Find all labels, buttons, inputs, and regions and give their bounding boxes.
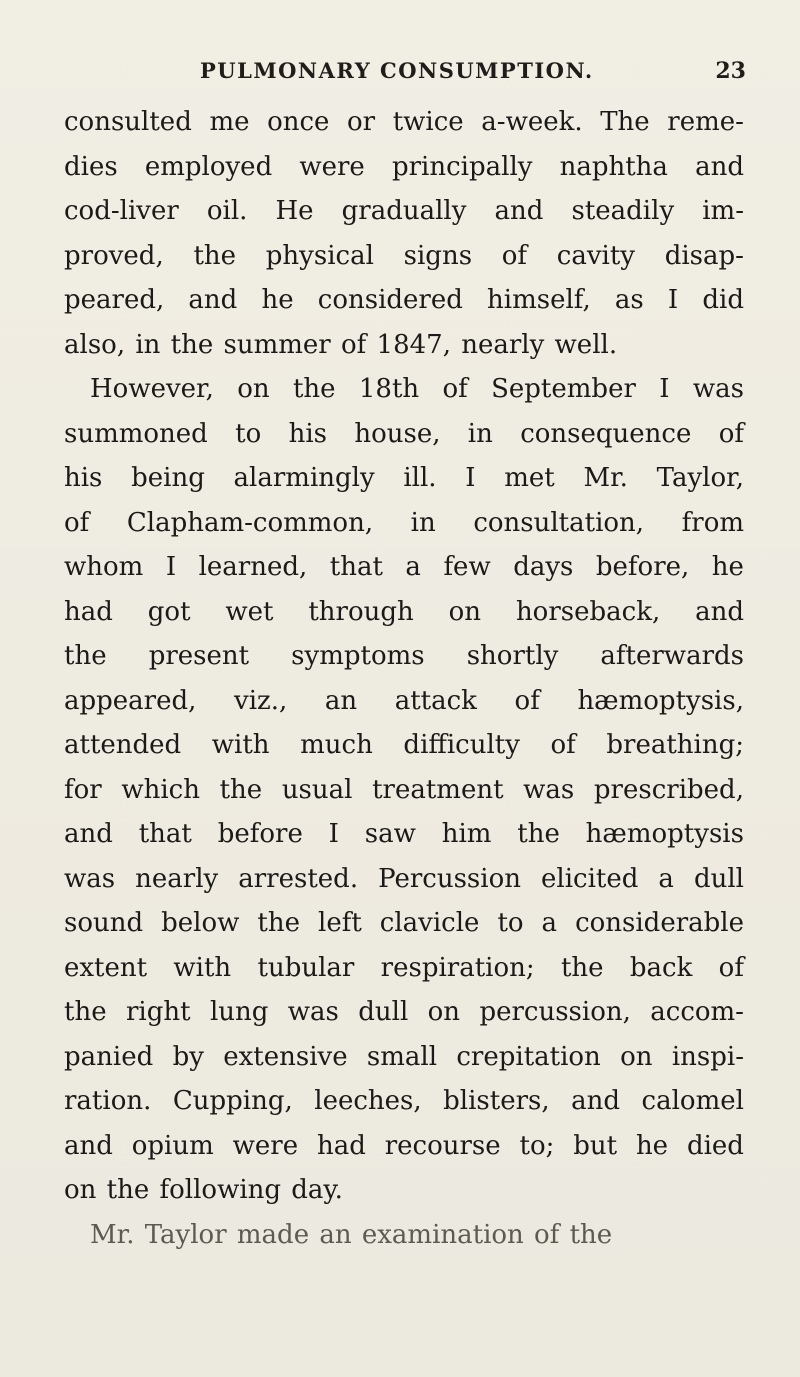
word: was [287, 997, 339, 1027]
page-number: 23 [715, 58, 746, 84]
text-line [64, 100, 744, 145]
text-line [64, 501, 744, 546]
word: Clapham-common, [126, 507, 374, 538]
word: blisters, [443, 1086, 550, 1116]
word: on [427, 997, 461, 1027]
page-header [200, 58, 746, 92]
word: principally [391, 151, 533, 182]
word: his [64, 463, 103, 493]
text-line [64, 946, 744, 991]
word: leeches, [314, 1086, 422, 1116]
word: were [232, 1130, 299, 1161]
word: twice [392, 107, 464, 137]
word: had [316, 1130, 366, 1161]
word: hæmoptysis, [577, 685, 744, 716]
word: and [695, 596, 744, 627]
word: he [635, 1130, 669, 1161]
word: consultation, [473, 507, 645, 538]
word: were [299, 151, 365, 182]
word: was [523, 774, 575, 805]
word: once [267, 107, 330, 137]
word: that [329, 552, 383, 582]
word: on [620, 1041, 653, 1072]
word: I [465, 463, 476, 493]
word: nearly [135, 863, 219, 894]
word: clavicle [379, 908, 480, 938]
word: being [131, 463, 205, 493]
word: physical [265, 240, 374, 271]
word: gradually [341, 196, 467, 226]
word: saw [364, 819, 416, 849]
text-line [64, 812, 744, 857]
word: a [541, 908, 558, 938]
word: of [550, 730, 576, 760]
word: the [292, 374, 336, 404]
word: dies [64, 151, 118, 182]
word: right [125, 997, 191, 1027]
word: did [702, 285, 744, 315]
text-line: on the following day. [64, 1175, 343, 1205]
word: below [161, 908, 240, 938]
word: respiration; [380, 952, 535, 983]
word: to [497, 908, 524, 938]
word: I [165, 552, 177, 582]
running-head: PULMONARY CONSUMPTION. [200, 58, 594, 83]
word: in [467, 418, 493, 449]
word: before, [595, 552, 690, 582]
word: im- [702, 196, 744, 226]
word: of [64, 507, 90, 538]
word: that [138, 819, 192, 849]
word: from [681, 507, 744, 538]
word: hæmoptysis [585, 819, 744, 849]
word: by [172, 1041, 204, 1072]
word: extensive [223, 1041, 348, 1072]
word: dull [693, 863, 744, 894]
word: elicited [541, 863, 639, 894]
word: Cupping, [172, 1086, 293, 1116]
word: disap- [664, 240, 744, 271]
body-text [64, 100, 744, 1257]
word: and [695, 151, 744, 182]
text-line [64, 990, 744, 1035]
word: and [494, 196, 544, 226]
word: September [491, 374, 636, 404]
word: house, [354, 418, 441, 449]
word: prescribed, [593, 774, 744, 805]
word: signs [403, 240, 473, 271]
word: of [718, 418, 744, 449]
text-line: also, in the summer of 1847, nearly well. [64, 329, 618, 360]
word: summoned [64, 418, 208, 449]
text-line [64, 1035, 744, 1080]
word: consequence [520, 418, 692, 449]
word: cod-liver [64, 196, 179, 226]
word: considerable [575, 908, 744, 938]
word: with [211, 730, 270, 760]
word: his [288, 418, 327, 449]
text-line [64, 1124, 744, 1169]
word: and [188, 285, 238, 315]
word: he [261, 285, 294, 315]
word: him [441, 819, 492, 849]
word: and [571, 1086, 621, 1116]
word: attack [394, 685, 477, 716]
word: dull [358, 997, 409, 1027]
word: shortly [466, 641, 559, 671]
word: attended [64, 730, 182, 760]
word: viz., [234, 685, 288, 716]
word: the [257, 908, 300, 938]
word: to; [519, 1130, 555, 1161]
word: in [410, 507, 436, 538]
word: peared, [64, 285, 165, 315]
word: difficulty [403, 730, 520, 760]
text-line [64, 723, 744, 768]
word: usual [281, 774, 353, 805]
word: afterwards [600, 641, 744, 671]
word: of [514, 685, 540, 716]
word: Percussion [378, 863, 521, 894]
word: lung [209, 997, 269, 1027]
text-line [64, 857, 744, 902]
word: the [64, 641, 107, 671]
word: the [193, 240, 237, 271]
word: before [217, 819, 303, 849]
word: a-week. [481, 107, 583, 137]
word: He [275, 196, 314, 226]
word: small [366, 1041, 438, 1072]
word: Taylor, [656, 463, 744, 493]
word: symptoms [291, 641, 425, 671]
word: for [64, 774, 102, 805]
word: got [147, 596, 191, 627]
text-line [64, 679, 744, 724]
text-line [64, 456, 744, 501]
word: back [629, 952, 693, 983]
word: which [121, 774, 200, 805]
word: I [659, 374, 670, 404]
word: cavity [556, 240, 635, 271]
word: extent [64, 952, 148, 983]
word: of [718, 952, 744, 983]
word: sound [64, 908, 144, 938]
word: I [328, 819, 339, 849]
word: arrested. [238, 863, 359, 894]
word: or [347, 107, 376, 137]
word: was [64, 863, 116, 894]
word: crepitation [456, 1041, 601, 1072]
text-line [64, 412, 744, 457]
word: through [308, 596, 414, 627]
word: few [443, 552, 491, 582]
word: consulted [64, 107, 192, 137]
word: calomel [641, 1086, 744, 1116]
word: the [64, 997, 107, 1027]
word: percussion, [479, 997, 631, 1027]
word: days [513, 552, 574, 582]
word: accom- [650, 997, 744, 1027]
word: as [614, 285, 644, 315]
word: a [405, 552, 421, 582]
text-line [64, 278, 744, 323]
word: 18th [358, 374, 420, 404]
text-line [64, 634, 744, 679]
word: oil. [206, 196, 248, 226]
word: whom [64, 552, 144, 582]
text-line [64, 234, 744, 279]
word: and [64, 819, 113, 849]
word: was [692, 374, 744, 404]
word: ration. [64, 1086, 152, 1116]
word: and [64, 1130, 113, 1161]
word: the [560, 952, 604, 983]
word: of [442, 374, 468, 404]
word: left [318, 908, 362, 938]
word: had [64, 596, 113, 627]
text-line [64, 367, 744, 412]
word: died [686, 1130, 744, 1161]
word: much [300, 730, 373, 760]
word: an [324, 685, 358, 716]
word: employed [144, 151, 273, 182]
word: However, [90, 374, 214, 404]
text-line [64, 768, 744, 813]
word: horseback, [515, 596, 661, 627]
word: Mr. [583, 463, 628, 493]
word: breathing; [606, 730, 744, 760]
word: proved, [64, 240, 164, 271]
text-line [64, 590, 744, 635]
word: of [501, 240, 528, 271]
word: steadily [571, 196, 675, 226]
word: to [235, 418, 262, 449]
word: panied [64, 1041, 154, 1072]
word: appeared, [64, 685, 197, 716]
text-line [64, 145, 744, 190]
word: on [448, 596, 482, 627]
word: but [573, 1130, 618, 1161]
word: alarmingly [233, 463, 375, 493]
word: tubular [257, 952, 355, 983]
word: me [209, 107, 250, 137]
text-line: Mr. Taylor made an examination of the [90, 1219, 613, 1250]
word: opium [131, 1130, 214, 1161]
text-line [64, 1079, 744, 1124]
word: ill. [403, 463, 437, 493]
word: recourse [384, 1130, 501, 1161]
word: he [711, 552, 744, 582]
word: himself, [487, 285, 591, 315]
text-line [64, 545, 744, 590]
word: a [658, 863, 674, 894]
text-line [64, 189, 744, 234]
word: inspi- [671, 1041, 744, 1072]
word: present [148, 641, 250, 671]
word: learned, [198, 552, 308, 582]
word: with [173, 952, 232, 983]
word: the [517, 819, 560, 849]
word: considered [317, 285, 463, 315]
word: wet [225, 596, 274, 627]
word: I [667, 285, 679, 315]
word: on [237, 374, 270, 404]
word: the [219, 774, 263, 805]
word: met [504, 463, 555, 493]
word: treatment [372, 774, 504, 805]
word: naphtha [559, 151, 668, 182]
word: reme- [667, 107, 744, 137]
text-line [64, 901, 744, 946]
word: The [600, 107, 650, 137]
